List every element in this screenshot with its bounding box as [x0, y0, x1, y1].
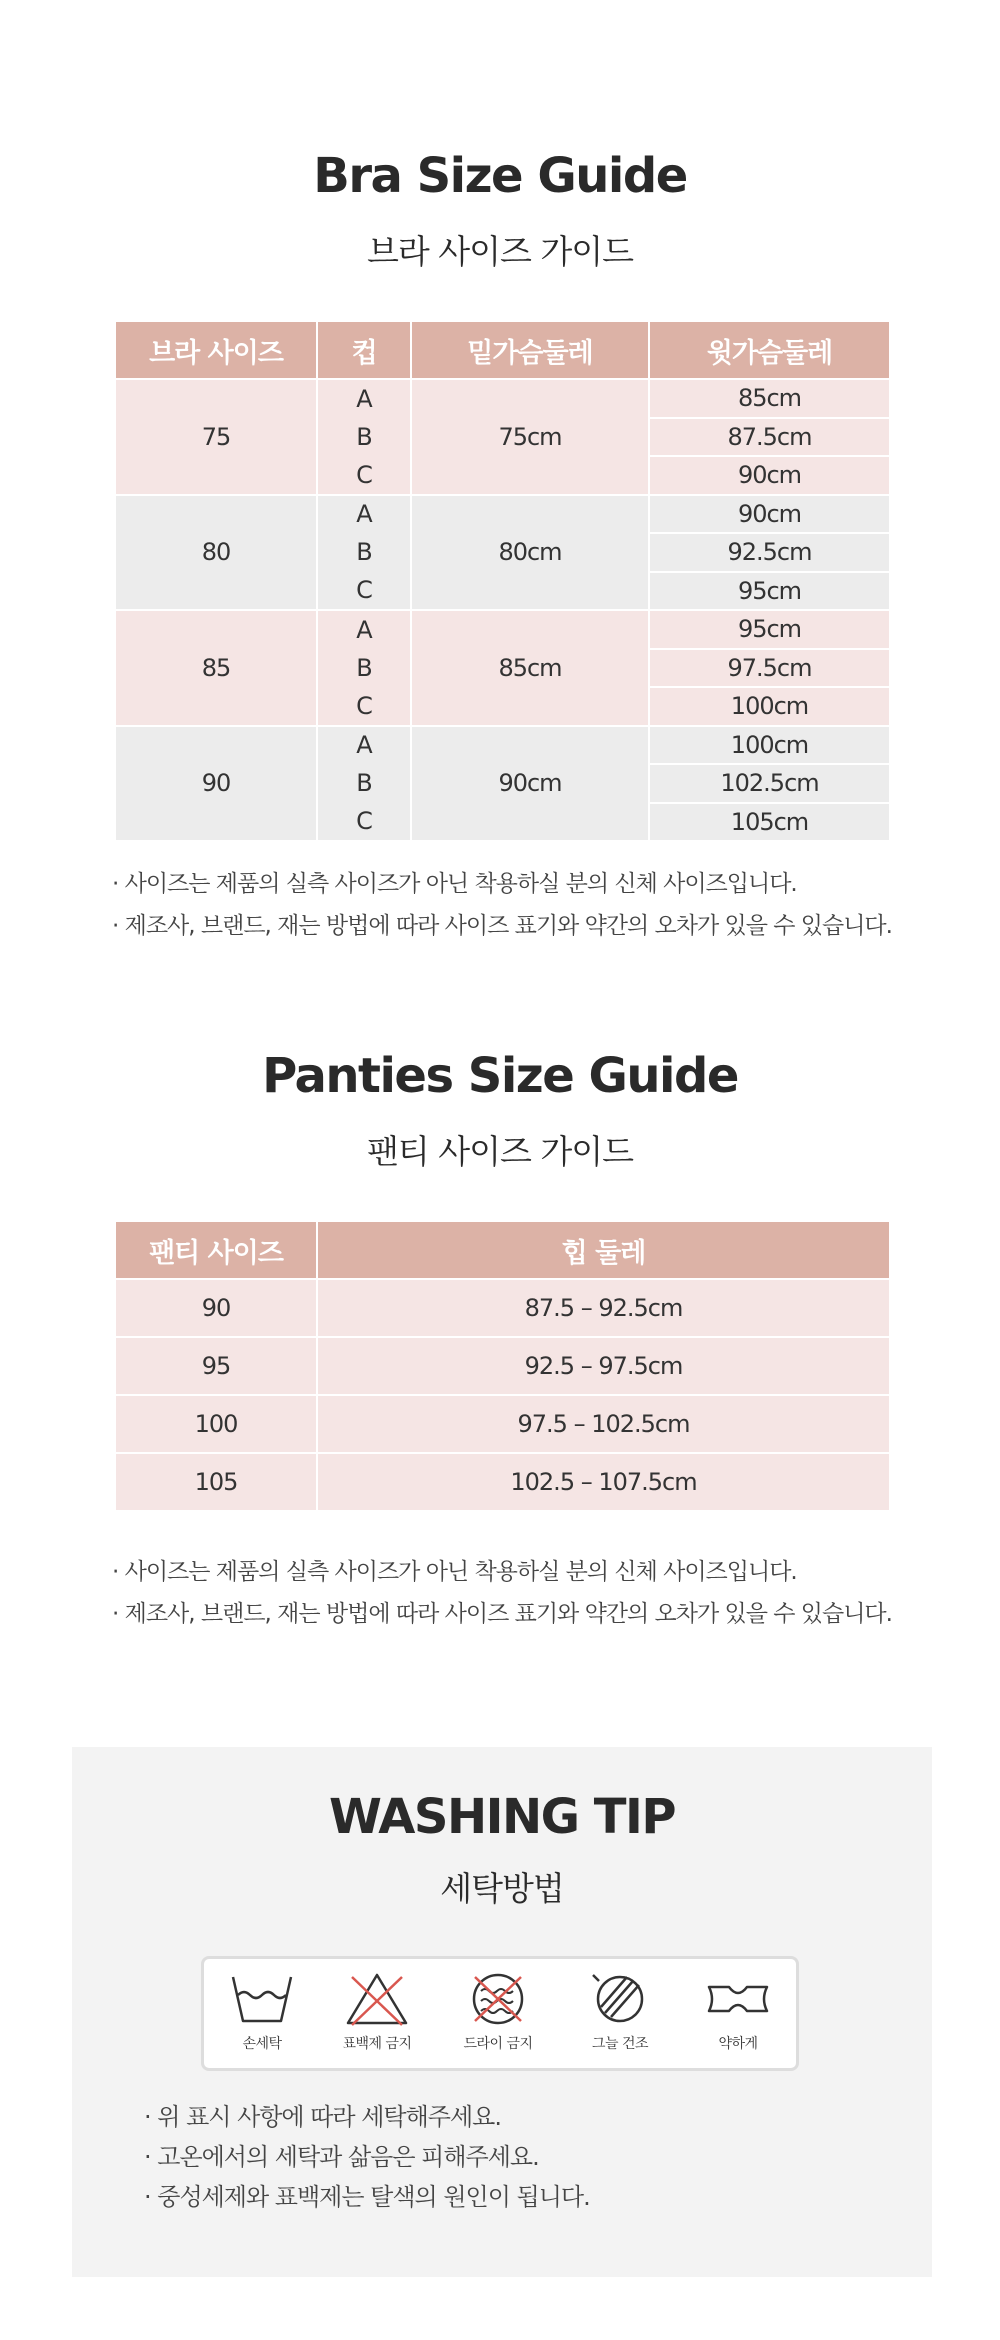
bust-cell: 95cm: [649, 610, 889, 649]
gentle-wash-icon: [703, 1971, 773, 2027]
cup-cell: A: [317, 379, 411, 418]
bust-cell: 100cm: [649, 726, 889, 765]
note-line: · 제조사, 브랜드, 재는 방법에 따라 사이즈 표기와 약간의 오차가 있을 수 있습니다.: [112, 913, 892, 939]
note-line: · 중성세제와 표백제는 탈색의 원인이 됩니다.: [144, 2183, 590, 2211]
bra-size-cell: 90: [116, 726, 317, 841]
icon-label: 약하게: [718, 2036, 758, 2052]
panty-size-cell: 95: [116, 1337, 317, 1395]
bust-cell: 95cm: [649, 572, 889, 611]
hip-cell: 92.5 – 97.5cm: [317, 1337, 889, 1395]
bust-cell: 102.5cm: [649, 764, 889, 803]
underbust-cell: 80cm: [411, 495, 649, 611]
bust-cell: 87.5cm: [649, 418, 889, 457]
hip-cell: 97.5 – 102.5cm: [317, 1395, 889, 1453]
panties-notes: [112, 1551, 952, 1635]
header-bust: 윗가슴둘레: [649, 322, 889, 379]
bust-cell: 85cm: [649, 379, 889, 418]
header-hip: 힙 둘레: [317, 1222, 889, 1279]
table-header-row: [116, 1222, 889, 1279]
bust-cell: 90cm: [649, 456, 889, 495]
bust-cell: 97.5cm: [649, 649, 889, 688]
bust-cell: 100cm: [649, 687, 889, 726]
bra-size-table: [116, 322, 889, 840]
panty-size-cell: 90: [116, 1279, 317, 1337]
gentle-wash-item: [678, 1971, 798, 2053]
cup-cell: A: [317, 495, 411, 534]
header-cup: 컵: [317, 322, 411, 379]
icon-label: 표백제 금지: [342, 2036, 412, 2052]
cup-cell: C: [317, 572, 411, 611]
underbust-cell: 90cm: [411, 726, 649, 841]
cup-cell: B: [317, 649, 411, 688]
table-header-row: [116, 322, 889, 379]
cup-cell: B: [317, 418, 411, 457]
table-row: [116, 1337, 889, 1395]
table-row: [116, 726, 889, 765]
table-row: [116, 1279, 889, 1337]
icon-label: 그늘 건조: [591, 2036, 649, 2052]
no-dry-clean-icon: [463, 1971, 533, 2027]
icon-label: 손세탁: [242, 2036, 282, 2052]
shade-dry-item: [560, 1971, 680, 2053]
hip-cell: 87.5 – 92.5cm: [317, 1279, 889, 1337]
bra-size-cell: 75: [116, 379, 317, 495]
underbust-cell: 75cm: [411, 379, 649, 495]
bust-cell: 92.5cm: [649, 533, 889, 572]
panties-size-table: [116, 1222, 889, 1510]
cup-cell: A: [317, 610, 411, 649]
bra-subtitle: 브라 사이즈 가이드: [366, 232, 633, 271]
cup-cell: B: [317, 764, 411, 803]
bra-notes: [112, 863, 952, 947]
bra-size-cell: 85: [116, 610, 317, 726]
washing-icons-box: [201, 1956, 799, 2071]
washing-title: WASHING TIP: [328, 1789, 676, 1845]
header-bra-size: 브라 사이즈: [116, 322, 317, 379]
hip-cell: 102.5 – 107.5cm: [317, 1453, 889, 1510]
icon-label: 드라이 금지: [463, 2036, 533, 2052]
table-row: [116, 1395, 889, 1453]
table-row: [116, 1453, 889, 1510]
no-dry-clean-item: [438, 1971, 558, 2053]
washing-subtitle: 세탁방법: [440, 1869, 564, 1908]
cup-cell: C: [317, 803, 411, 841]
panties-title: Panties Size Guide: [262, 1048, 738, 1104]
note-line: · 고온에서의 세탁과 삶음은 피해주세요.: [144, 2143, 539, 2171]
cup-cell: A: [317, 726, 411, 765]
bust-cell: 105cm: [649, 803, 889, 841]
bust-cell: 90cm: [649, 495, 889, 534]
header-panty-size: 팬티 사이즈: [116, 1222, 317, 1279]
underbust-cell: 85cm: [411, 610, 649, 726]
table-row: [116, 495, 889, 534]
header-underbust: 밑가슴둘레: [411, 322, 649, 379]
note-line: · 위 표시 사항에 따라 세탁해주세요.: [144, 2103, 501, 2131]
bra-title: Bra Size Guide: [313, 148, 687, 204]
panty-size-cell: 100: [116, 1395, 317, 1453]
no-bleach-icon: [342, 1971, 412, 2027]
table-row: [116, 379, 889, 418]
panties-subtitle: 팬티 사이즈 가이드: [366, 1132, 633, 1171]
note-line: · 사이즈는 제품의 실측 사이즈가 아닌 착용하실 분의 신체 사이즈입니다.: [112, 1559, 797, 1585]
cup-cell: B: [317, 533, 411, 572]
hand-wash-item: [202, 1971, 322, 2053]
washing-section: [72, 1747, 932, 2277]
hand-wash-icon: [227, 1971, 297, 2027]
note-line: · 제조사, 브랜드, 재는 방법에 따라 사이즈 표기와 약간의 오차가 있을 수 있습니다.: [112, 1601, 892, 1627]
note-line: · 사이즈는 제품의 실측 사이즈가 아닌 착용하실 분의 신체 사이즈입니다.: [112, 871, 797, 897]
bra-size-cell: 80: [116, 495, 317, 611]
shade-dry-icon: [585, 1971, 655, 2027]
washing-notes: [144, 2097, 904, 2217]
table-row: [116, 610, 889, 649]
panty-size-cell: 105: [116, 1453, 317, 1510]
no-bleach-item: [317, 1971, 437, 2053]
cup-cell: C: [317, 687, 411, 726]
cup-cell: C: [317, 456, 411, 495]
